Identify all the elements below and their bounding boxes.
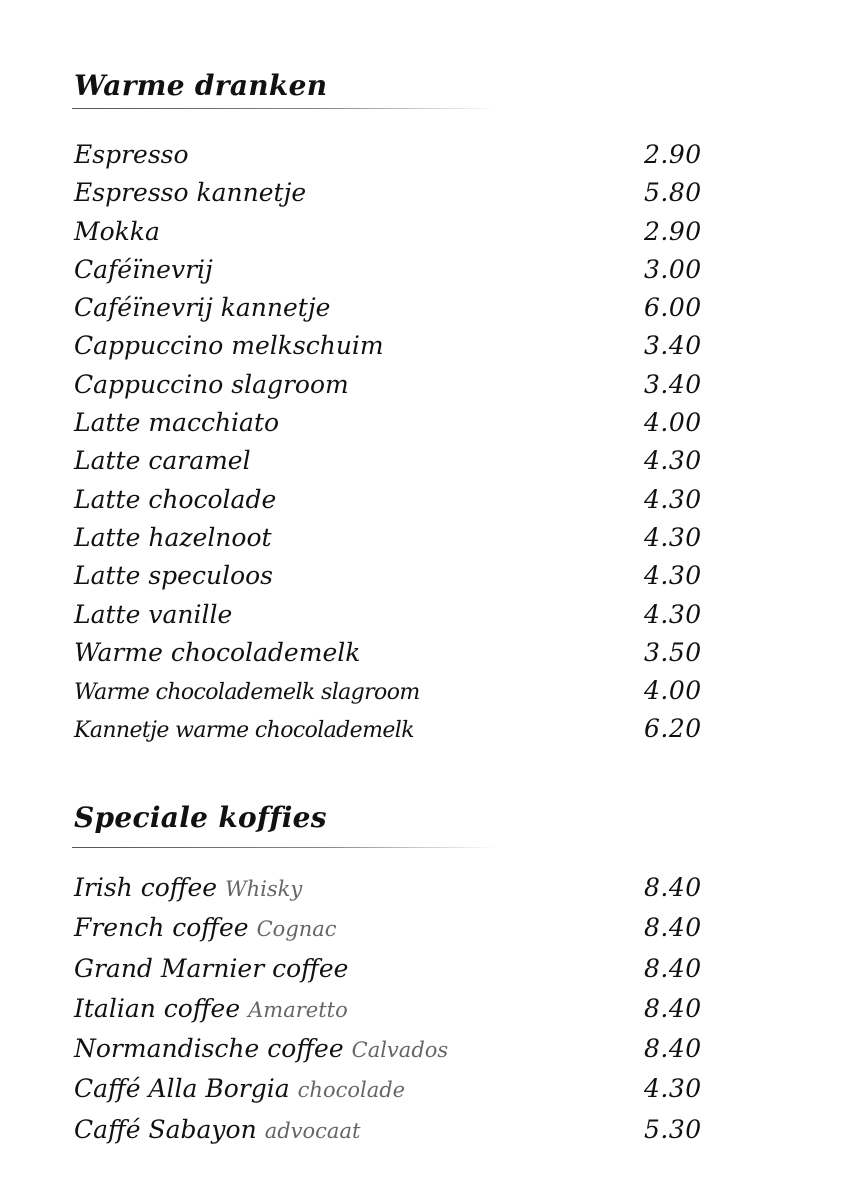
menu-item xyxy=(74,1069,714,1109)
menu-item xyxy=(74,634,714,672)
item-name: Caféïnevrij xyxy=(74,254,213,284)
item-price: 8.40 xyxy=(644,953,702,983)
item-liqueur: Cognac xyxy=(256,917,337,942)
item-price: 6.00 xyxy=(644,293,702,323)
menu-item xyxy=(74,213,714,251)
section-divider xyxy=(72,108,497,109)
item-price: 3.40 xyxy=(644,331,702,361)
item-name: Latte hazelnoot xyxy=(74,522,272,552)
item-price: 4.30 xyxy=(644,484,702,514)
menu-item xyxy=(74,868,714,908)
item-name: Grand Marnier coffee xyxy=(74,953,349,983)
item-price: 4.30 xyxy=(644,446,702,476)
item-price: 4.00 xyxy=(644,676,702,706)
item-name: Latte speculoos xyxy=(74,561,273,591)
item-price: 2.90 xyxy=(644,140,702,169)
item-price: 8.40 xyxy=(644,993,702,1023)
item-name: Latte chocolade xyxy=(74,484,277,514)
item-name: Cappuccino slagroom xyxy=(74,369,349,399)
menu-item xyxy=(74,481,714,519)
menu-item xyxy=(74,366,714,404)
item-price: 5.30 xyxy=(644,1114,702,1144)
section-title-speciale-koffies: Speciale koffies xyxy=(74,801,327,834)
menu-item xyxy=(74,710,714,748)
menu-list-warme-dranken xyxy=(74,136,714,749)
item-price: 6.20 xyxy=(644,714,702,744)
item-liqueur: chocolade xyxy=(297,1078,406,1103)
menu-item xyxy=(74,949,714,989)
item-price: 4.30 xyxy=(644,522,702,552)
item-price: 3.40 xyxy=(644,369,702,399)
section-title-warme-dranken: Warme dranken xyxy=(74,69,328,102)
item-price: 3.00 xyxy=(644,254,702,284)
item-liqueur: advocaat xyxy=(264,1118,361,1143)
menu-item xyxy=(74,404,714,442)
item-liqueur: Whisky xyxy=(225,877,303,901)
item-price: 4.30 xyxy=(644,561,702,591)
item-name: Espresso xyxy=(74,140,189,169)
menu-item xyxy=(74,596,714,634)
item-price: 4.30 xyxy=(644,1074,702,1104)
item-name: Latte caramel xyxy=(74,446,251,476)
menu-item xyxy=(74,289,714,327)
item-name: Warme chocolademelk slagroom xyxy=(74,680,420,706)
item-name: Mokka xyxy=(74,216,160,246)
item-name: Latte macchiato xyxy=(74,408,280,438)
item-name: Espresso kannetje xyxy=(74,178,307,208)
item-name: Caféïnevrij kannetje xyxy=(74,293,331,323)
item-name: Caffé Sabayon xyxy=(74,1114,257,1144)
item-price: 8.40 xyxy=(644,1034,702,1064)
item-name: Warme chocolademelk xyxy=(74,637,361,667)
item-price: 8.40 xyxy=(644,913,702,943)
menu-item xyxy=(74,327,714,365)
menu-item xyxy=(74,672,714,710)
item-name: Italian coffee xyxy=(74,993,241,1023)
menu-item xyxy=(74,174,714,212)
item-name: Normandische coffee xyxy=(74,1034,344,1064)
item-price: 5.80 xyxy=(644,178,702,208)
item-name: Latte vanille xyxy=(74,599,233,629)
section-divider xyxy=(72,847,497,848)
menu-item xyxy=(74,519,714,557)
item-price: 2.90 xyxy=(644,216,702,246)
menu-item xyxy=(74,1110,714,1150)
menu-item xyxy=(74,442,714,480)
item-name: Kannetje warme chocolademelk xyxy=(74,718,414,744)
item-name: Irish coffee xyxy=(74,873,218,902)
menu-item xyxy=(74,908,714,948)
menu-item xyxy=(74,557,714,595)
item-price: 4.30 xyxy=(644,599,702,629)
item-liqueur: Calvados xyxy=(351,1038,449,1063)
item-name: Caffé Alla Borgia xyxy=(74,1074,290,1104)
item-price: 4.00 xyxy=(644,408,702,438)
menu-list-speciale-koffies xyxy=(74,868,714,1150)
item-price: 3.50 xyxy=(644,637,702,667)
item-price: 8.40 xyxy=(644,873,702,902)
menu-item xyxy=(74,251,714,289)
menu-item xyxy=(74,1029,714,1069)
item-name: French coffee xyxy=(74,913,249,943)
menu-item xyxy=(74,136,714,174)
menu-item xyxy=(74,989,714,1029)
item-liqueur: Amaretto xyxy=(248,997,348,1022)
item-name: Cappuccino melkschuim xyxy=(74,331,384,361)
